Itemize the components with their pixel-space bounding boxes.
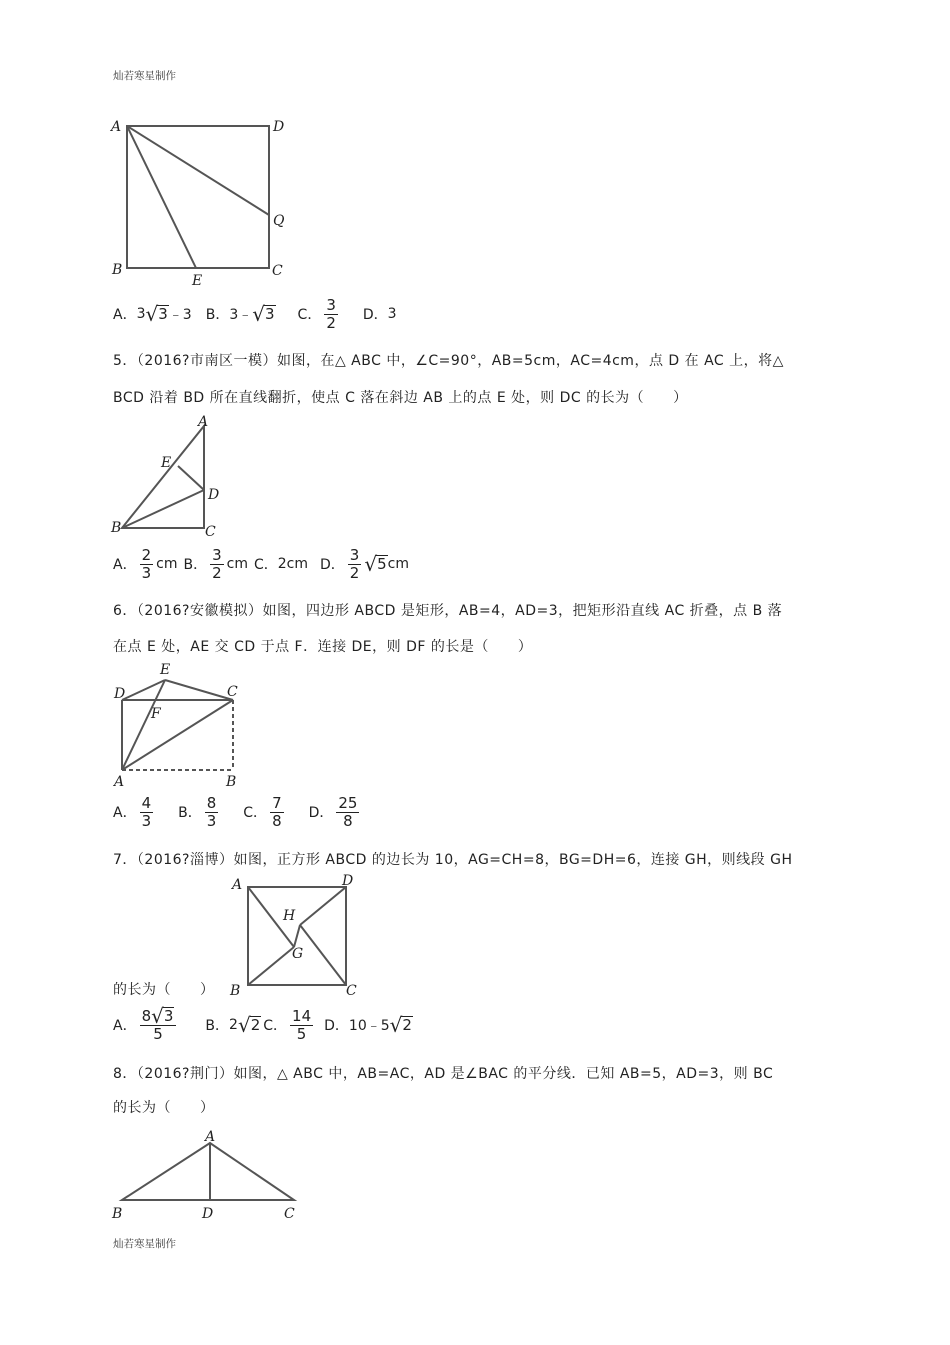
q7-option-b-label: B． — [205, 1018, 230, 1034]
q5-option-d-fraction: $\frac{3}{2}$ — [349, 545, 360, 582]
q6-option-c-fraction: $\frac{7}{8}$ — [272, 793, 282, 830]
q5-option-d-label: D． — [320, 557, 345, 573]
q5-label-a: A — [198, 414, 209, 430]
q4-option-a-coef: 3 — [136, 306, 146, 322]
q8-label-a: A — [205, 1129, 216, 1145]
q8-label-c: C — [284, 1206, 295, 1222]
q4-option-c-label: C． — [297, 307, 322, 323]
q8-stem-line2: 的长为（ ） — [113, 1100, 215, 1116]
q5-option-b-label: B． — [183, 557, 208, 573]
q7-stem-line1: 7．（2016?淄博）如图，正方形 ABCD 的边长为 10，AG=CH=8，BG=DH=6，连接 GH，则线段 GH — [113, 852, 793, 868]
q6-option-b-label: B． — [178, 805, 202, 821]
q8-label-d: D — [202, 1206, 214, 1222]
q7-option-d-head: 10﹣5 — [348, 1018, 390, 1034]
q7-label-d: D — [342, 873, 354, 889]
q7-label-c: C — [346, 983, 357, 999]
q5-option-a-label: A． — [113, 557, 137, 573]
q5-option-a-unit: cm — [156, 556, 178, 572]
q6-option-a-label: A． — [113, 805, 137, 821]
page-header: 灿若寒星制作 — [113, 70, 176, 82]
q5-option-c-value: 2cm — [277, 556, 308, 572]
q7-option-a-label: A． — [113, 1018, 137, 1034]
q5-line-ed — [178, 466, 204, 490]
q4-option-a-tail: ﹣3 — [168, 307, 192, 323]
q7-figure — [230, 873, 360, 998]
q8-figure — [108, 1125, 308, 1225]
q6-label-c: C — [227, 684, 238, 700]
q6-line-de — [122, 680, 165, 700]
q4-option-d-label: D． — [362, 307, 388, 323]
q6-label-d: D — [114, 686, 126, 702]
q5-label-d: D — [208, 487, 220, 503]
q5-label-c: C — [205, 524, 216, 540]
q6-option-b-fraction: $\frac{8}{3}$ — [206, 793, 217, 830]
q4-label-c: C — [272, 263, 283, 279]
q6-stem-line2: 在点 E 处，AE 交 CD 于点 F．连接 DE，则 DF 的长是（ ） — [113, 639, 533, 655]
q7-label-b: B — [230, 983, 241, 999]
q7-line-ch — [300, 925, 346, 985]
q5-figure — [108, 412, 228, 542]
q4-label-e: E — [192, 273, 203, 289]
q7-option-b-coef: 2 — [229, 1017, 238, 1033]
q7-option-d-radical: √ 2 — [389, 1013, 412, 1037]
q5-stem-line1: 5．（2016?市南区一模）如图，在△ ABC 中，∠C=90°，AB=5cm，AC=4cm，点 D 在 AC 上，将△ — [113, 353, 784, 369]
q5-options — [113, 546, 409, 582]
q4-option-a-label: A． — [113, 307, 137, 323]
q5-option-b-unit: cm — [226, 556, 248, 572]
q8-triangle — [122, 1143, 294, 1200]
q4-label-a: A — [111, 119, 122, 135]
q8-stem-line1: 8．（2016?荆门）如图，△ ABC 中，AB=AC，AD 是∠BAC 的平分线．已知 AB=5，AD=3，则 BC — [113, 1066, 774, 1082]
q8-label-b: B — [112, 1206, 123, 1222]
q7-option-c-fraction: $\frac{14}{5}$ — [292, 1006, 312, 1043]
q6-label-a: A — [114, 774, 125, 790]
q4-figure — [110, 115, 290, 295]
q4-square — [127, 126, 269, 268]
q6-label-b: B — [226, 774, 237, 790]
q6-option-a-fraction: $\frac{4}{3}$ — [141, 793, 152, 830]
q5-option-a-fraction: $\frac{2}{3}$ — [141, 545, 152, 582]
q5-label-b: B — [111, 520, 122, 536]
q7-line-bg — [248, 947, 294, 985]
q6-options — [113, 794, 362, 830]
q4-option-c-fraction: $\frac{3}{2}$ — [326, 295, 336, 332]
q5-option-d-radical: √ 5 — [364, 552, 387, 576]
q7-option-d-label: D． — [324, 1018, 349, 1034]
q5-triangle — [122, 426, 204, 528]
q7-line-gh — [294, 925, 300, 947]
q6-label-e: E — [160, 662, 171, 678]
q7-option-b-radical: √ 2 — [237, 1013, 261, 1037]
q4-option-b-label: B． — [205, 307, 230, 323]
q7-options — [113, 1006, 413, 1044]
q7-option-c-label: C． — [263, 1018, 288, 1034]
q4-label-d: D — [273, 119, 285, 135]
q5-option-c-label: C． — [253, 557, 278, 573]
q5-stem-line2: BCD 沿着 BD 所在直线翻折，使点 C 落在斜边 AB 上的点 E 处，则 DC 的长为（ ） — [113, 390, 688, 406]
q7-stem-line2: 的长为（ ） — [113, 982, 215, 998]
q4-option-b-head: 3﹣ — [229, 307, 253, 323]
q7-label-g: G — [292, 946, 304, 962]
q4-options — [113, 295, 397, 332]
q6-option-d-fraction: $\frac{25}{8}$ — [338, 793, 358, 830]
q6-option-c-label: C． — [243, 805, 268, 821]
q4-option-a-radical: √ 3 — [145, 302, 168, 326]
q5-option-d-unit: cm — [387, 556, 409, 572]
q4-label-q: Q — [273, 213, 285, 229]
q7-line-dh — [300, 887, 346, 925]
q4-option-b-radical: √ 3 — [252, 302, 275, 326]
q4-option-d-value: 3 — [387, 306, 397, 322]
q6-line-ec — [165, 680, 233, 700]
q6-label-f: F — [151, 706, 161, 722]
q5-label-e: E — [161, 455, 172, 471]
q5-option-b-fraction: $\frac{3}{2}$ — [212, 545, 222, 582]
q7-label-a: A — [232, 877, 243, 893]
q5-line-bd — [122, 490, 204, 528]
q7-label-h: H — [283, 908, 296, 924]
q4-label-b: B — [112, 262, 123, 278]
page-footer: 灿若寒星制作 — [113, 1238, 176, 1250]
q6-option-d-label: D． — [308, 805, 334, 821]
q6-stem-line1: 6．（2016?安徽模拟）如图，四边形 ABCD 是矩形，AB=4，AD=3，把矩形沿直线 AC 折叠，点 B 落 — [113, 603, 783, 619]
q6-figure — [110, 660, 250, 790]
q7-option-a-fraction: 8 √ 3 5 — [140, 1007, 177, 1043]
